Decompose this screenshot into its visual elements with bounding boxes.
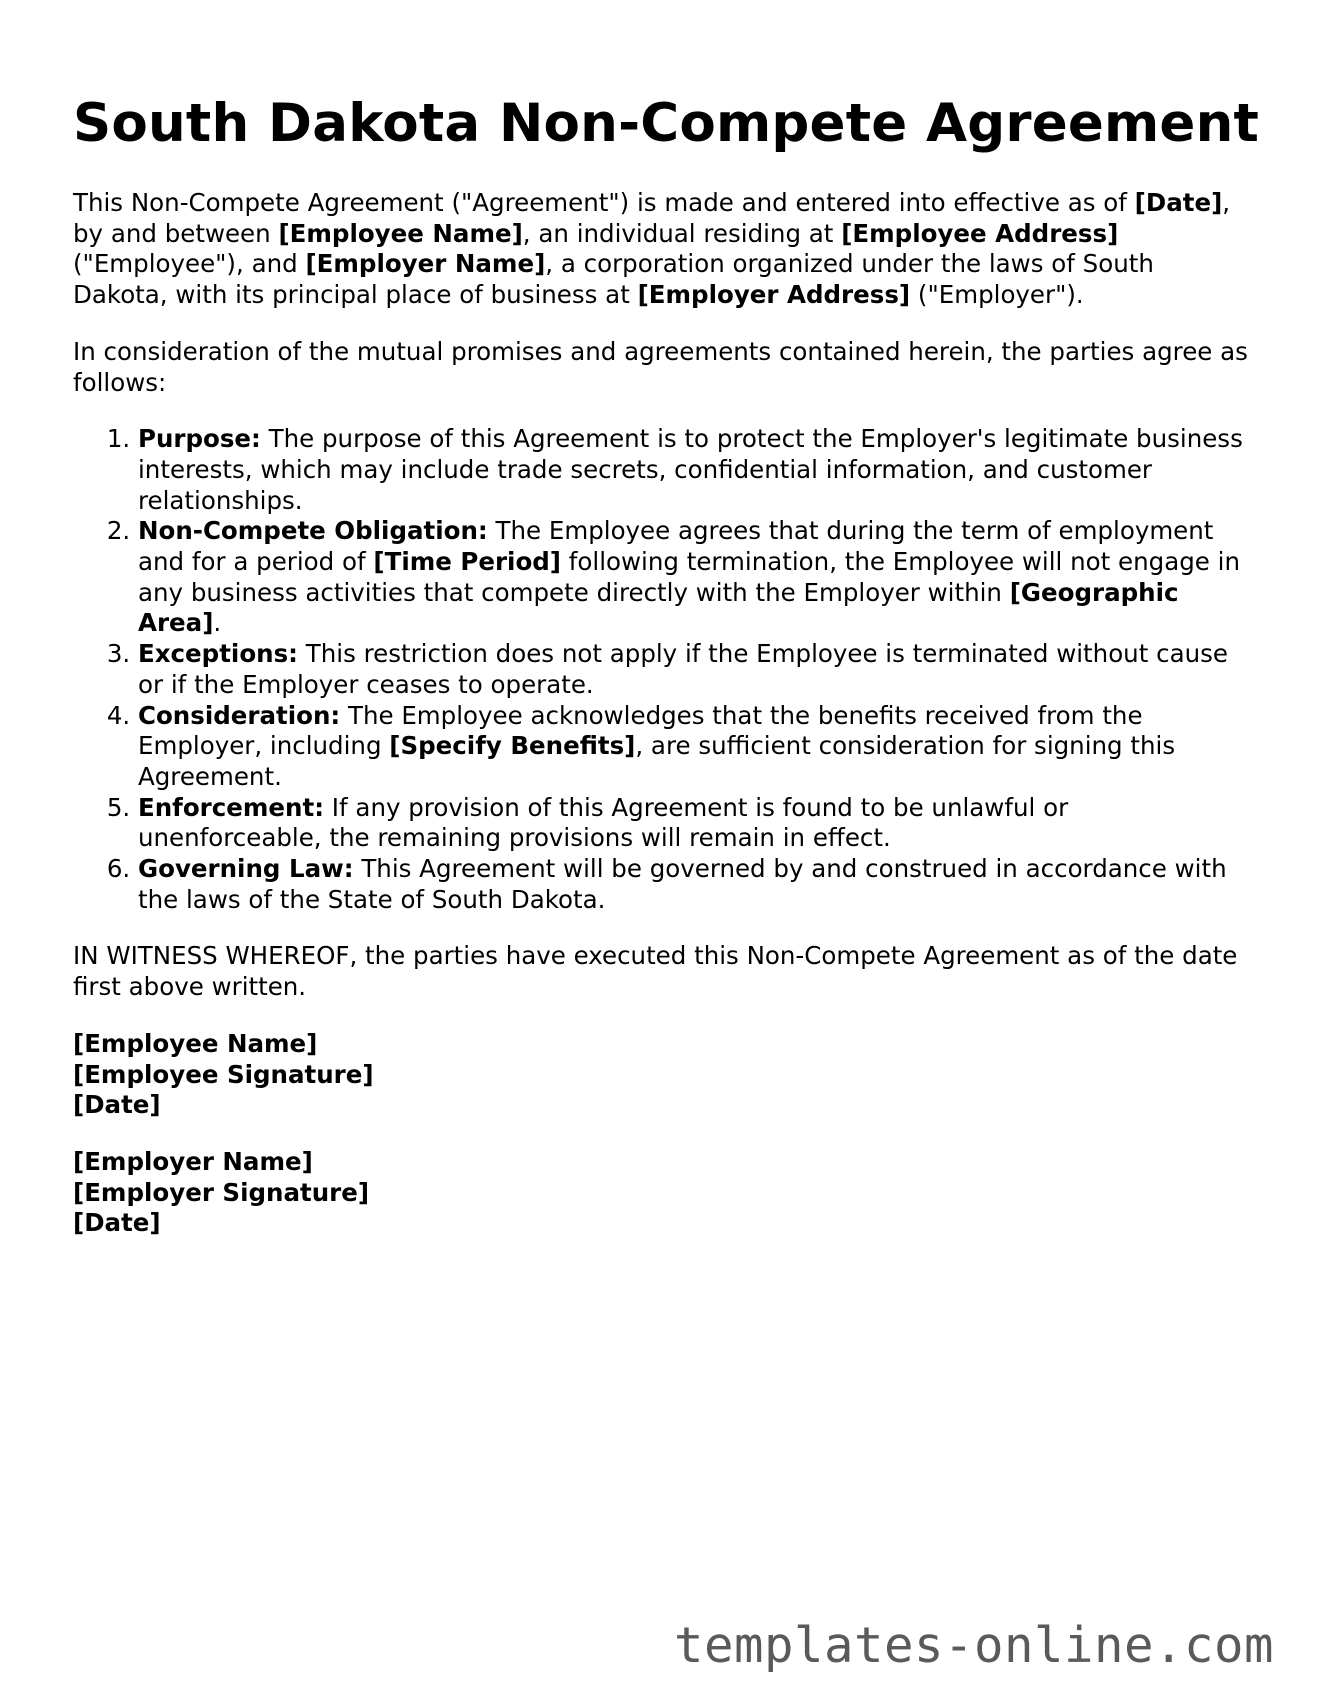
employee-signature-block (73, 1029, 1253, 1121)
intro-text-5: , a corporation organized under the laws of South Dakota, with its principal place of business at (73, 249, 1154, 310)
employer-signature-placeholder: [Employer Signature] (73, 1177, 370, 1207)
employee-name-placeholder: [Employee Name] (73, 1028, 318, 1058)
geographic-area-placeholder: [Geographic Area] (138, 577, 1179, 638)
clause-text: The Employee acknowledges that the benefits received from the Employer, including (138, 700, 1143, 761)
intro-employee-address-placeholder: [Employee Address] (841, 218, 1119, 248)
clause-heading: Consideration: (138, 700, 341, 730)
clause-text: The purpose of this Agreement is to protect the Employer's legitimate business interests, which may include trade secrets, confidential information, and customer relationships. (138, 424, 1243, 515)
clause-text: This Agreement will be governed by and construed in accordance with the laws of the State of South Dakota. (138, 854, 1227, 914)
employee-signature-placeholder: [Employee Signature] (73, 1059, 374, 1089)
consideration-paragraph: In consideration of the mutual promises and agreements contained herein, the parties agree as follows: (73, 336, 1248, 397)
employer-date-placeholder: [Date] (73, 1208, 161, 1238)
document-title: South Dakota Non-Compete Agreement (73, 93, 1260, 154)
clause-heading: Exceptions: (138, 639, 298, 669)
clause-text: , are sufficient consideration for signing this Agreement. (138, 731, 1176, 791)
intro-text-4: ("Employee"), and (73, 249, 306, 279)
clause-text: This restriction does not apply if the Employee is terminated without cause or if the Employer ceases to operate. (138, 639, 1228, 699)
intro-employer-name-placeholder: [Employer Name] (305, 249, 546, 279)
clause-purpose (138, 424, 1253, 516)
clause-text: The Employee agrees that during the term of employment and for a period of (138, 516, 1214, 577)
time-period-placeholder: [Time Period] (373, 547, 562, 577)
employer-name-placeholder: [Employer Name] (73, 1146, 313, 1176)
intro-paragraph (73, 188, 1253, 311)
document-body (73, 188, 1253, 1265)
witness-paragraph: IN WITNESS WHEREOF, the parties have executed this Non-Compete Agreement as of the date first above written. (73, 941, 1238, 1002)
clause-text: If any provision of this Agreement is found to be unlawful or unenforceable, the remaining provisions will remain in effect. (138, 792, 1069, 853)
intro-employer-address-placeholder: [Employer Address] (637, 280, 911, 310)
intro-text-1: This Non-Compete Agreement ("Agreement") is made and entered into effective as of (73, 188, 1135, 217)
benefits-placeholder: [Specify Benefits] (389, 731, 636, 761)
intro-text-6: ("Employer"). (910, 280, 1084, 310)
watermark: templates-online.com (673, 1617, 1274, 1674)
clause-exceptions (138, 639, 1253, 700)
clause-text: . (213, 608, 222, 638)
clause-heading: Governing Law: (138, 854, 354, 884)
clause-list (73, 424, 1253, 915)
intro-date-placeholder: [Date] (1134, 188, 1223, 217)
clause-heading: Purpose: (138, 424, 261, 454)
intro-text-3: , an individual residing at (522, 218, 842, 248)
employee-date-placeholder: [Date] (73, 1090, 161, 1120)
intro-text-2: , by and between (73, 188, 1231, 248)
clause-non-compete (138, 516, 1253, 639)
clause-governing-law (138, 854, 1253, 915)
clause-heading: Enforcement: (138, 792, 324, 822)
intro-employee-name-placeholder: [Employee Name] (278, 218, 523, 248)
clause-consideration (138, 701, 1253, 793)
employer-signature-block (73, 1147, 1253, 1239)
clause-heading: Non-Compete Obligation: (138, 516, 488, 546)
clause-text: following termination, the Employee will not engage in any business activities that compete directly with the Employer within (138, 547, 1240, 607)
clause-enforcement (138, 793, 1253, 854)
